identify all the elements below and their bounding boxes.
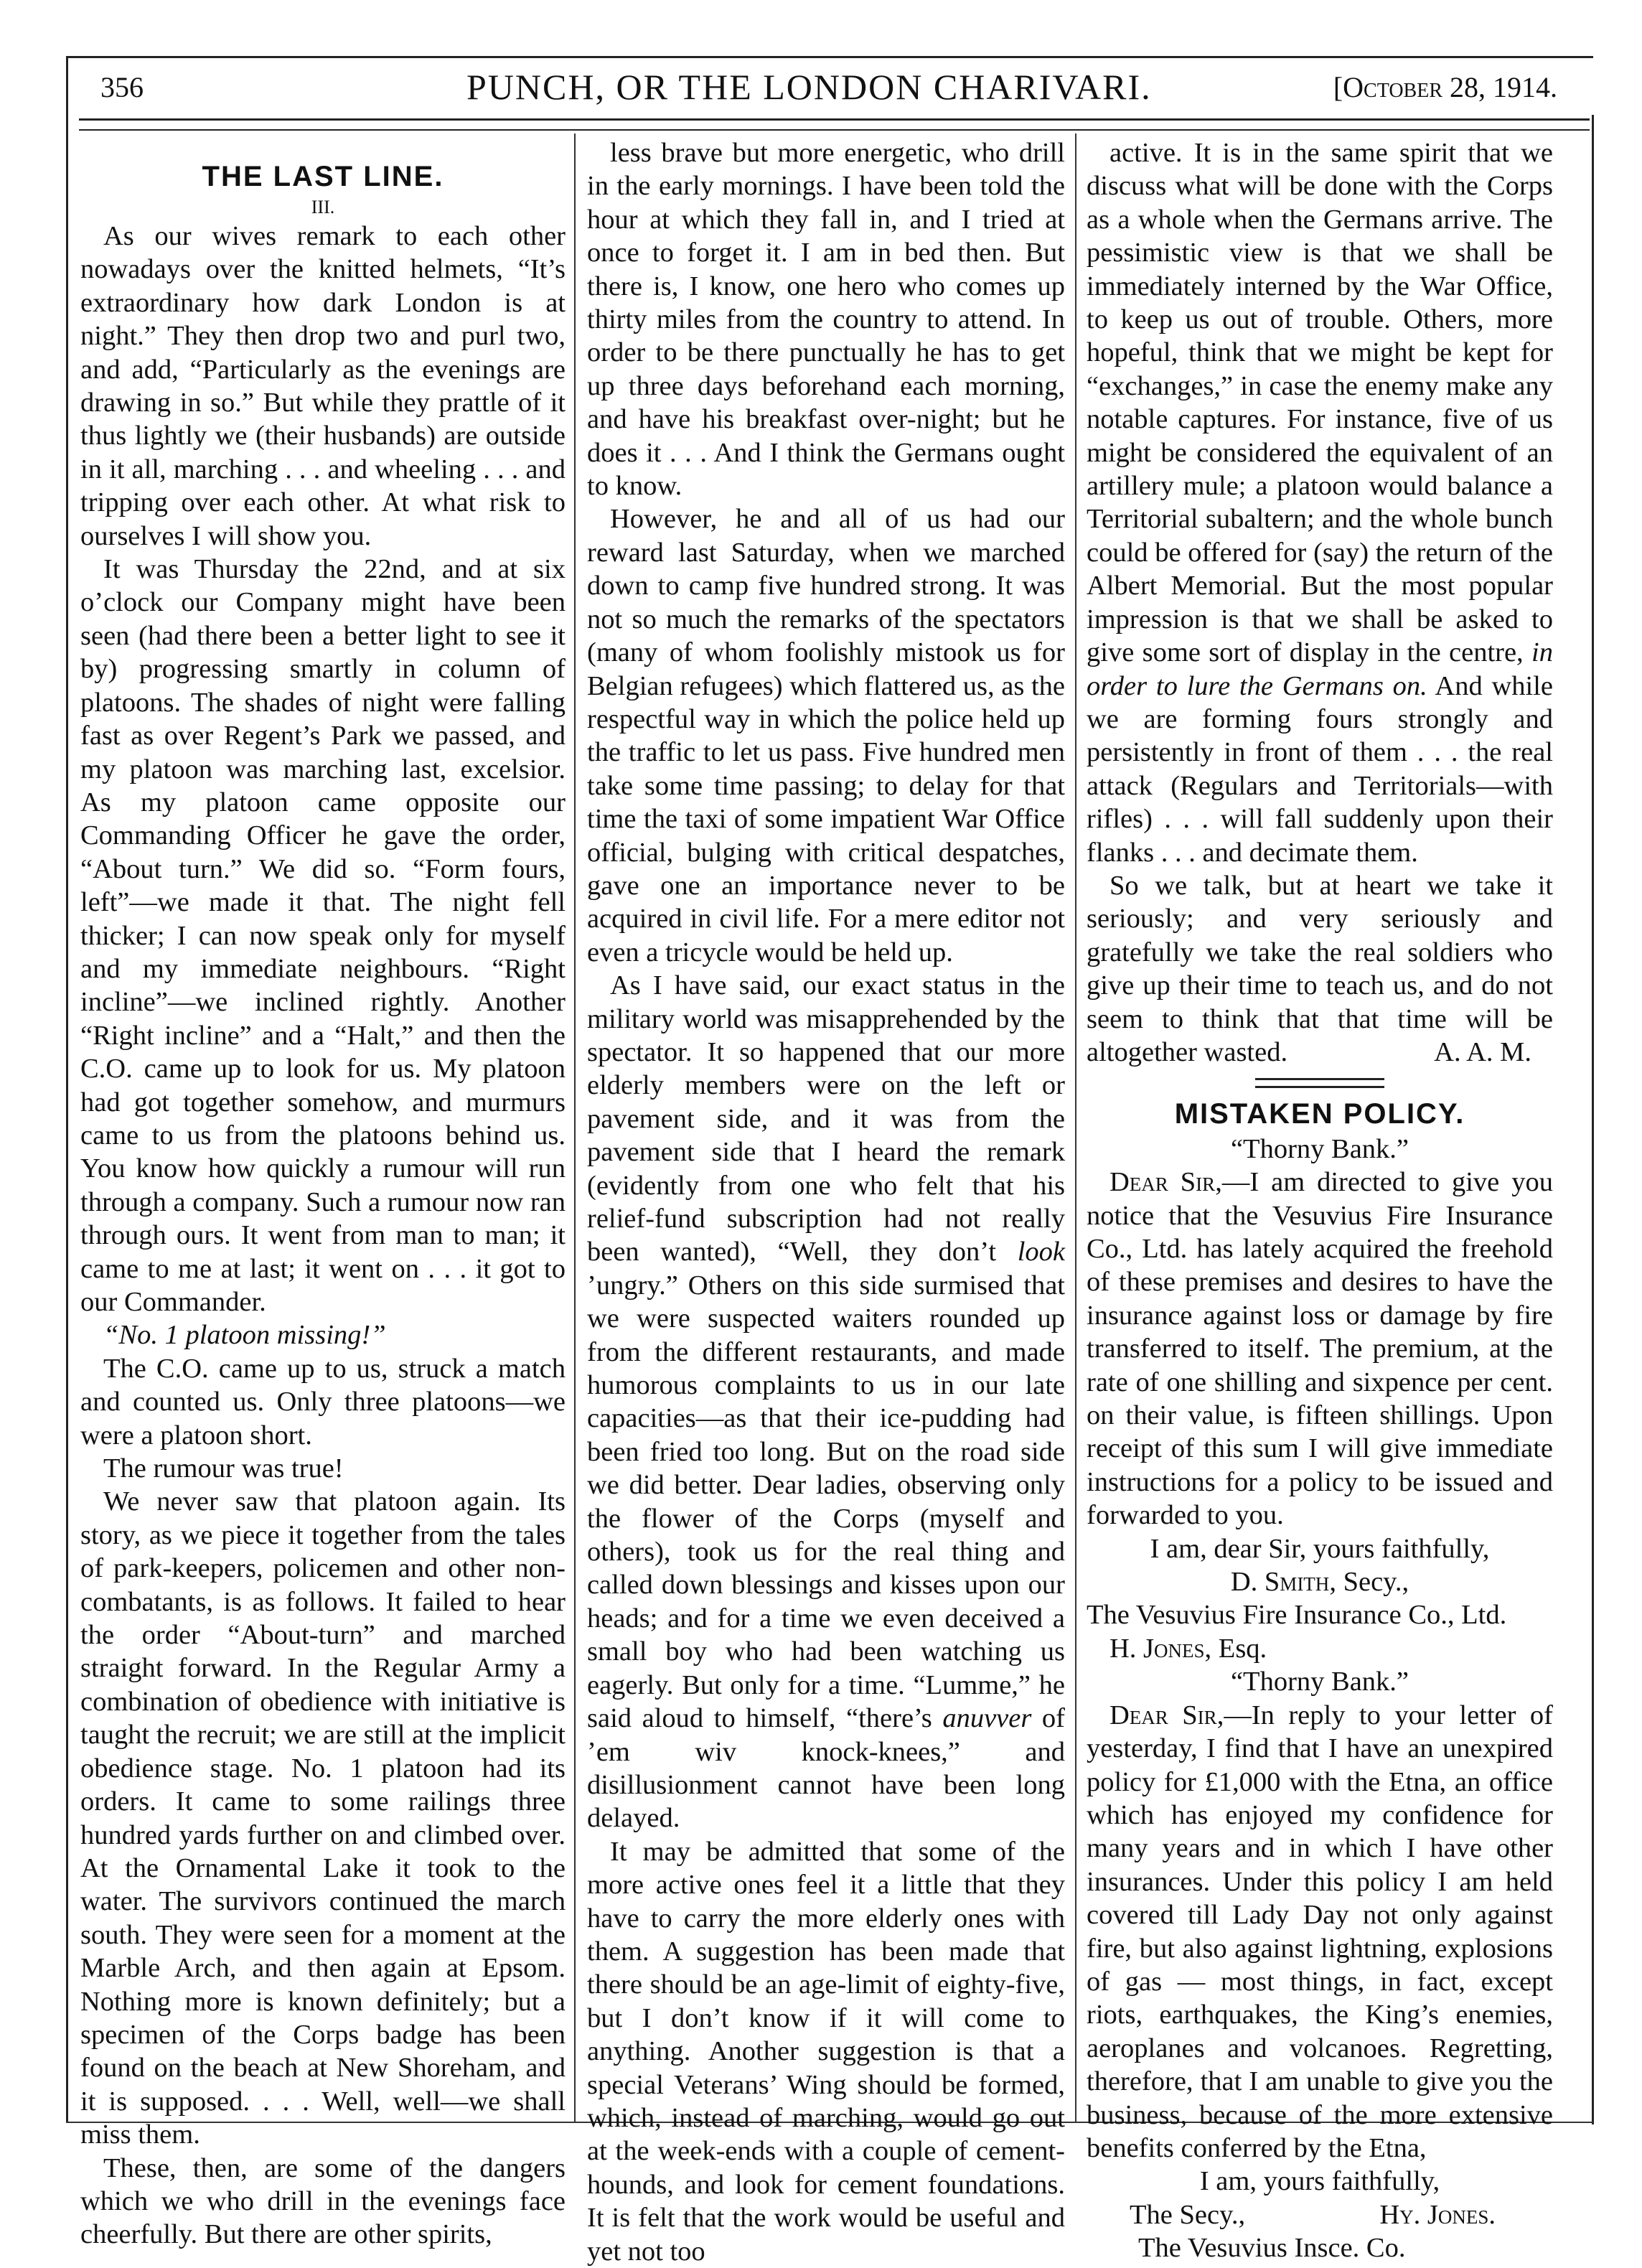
text-run: ,—I am directed to give you notice that the Vesuvius Fire Insurance Co., Ltd. has lately acquired the freehold of these premises and desires to have the insurance against loss or damage by fire transferred to itself. The premium, at the rate of one shilling and sixpence per cent. on their value, is fifteen shillings. Upon receipt of this sum I will give immediate instructions for a policy to be issued and forwarded to you. bbox=[1087, 1167, 1553, 1531]
text-run: However, he and all of us had our reward last Saturday, when we marched down to camp five hundred strong. It was not so much the remarks of the spectators (many of whom foolishly mistook us for Belgian refugees) which flattered us, as the respectful way in which the police held up the traffic to let us pass. Five hundred men take some time passing; to delay for that time the taxi of some impatient War Office official, bulging with critical despatches, gave one an importance never to be acquired in civil life. For a mere editor not even a tricycle would be held up. bbox=[587, 504, 1066, 967]
text-run: And while we are forming fours strongly and persistently in front of them . . . the real attack (Regulars and Territorials—with rifles) . . . will fall suddenly upon their flanks . . . and decimate them. bbox=[1087, 670, 1553, 868]
paragraph bbox=[80, 1352, 566, 1452]
text-run: ,—In reply to your letter of yesterday, I find that I have an unexpired policy for £1,000 with the Etna, an office which has enjoyed my confidence for many years and in which I have other insurances. Under this policy I am held covered till Lady Day not only against fire, but also against lightning, explosions of gas — most things, in fact, except riots, earthquakes, the King’s enemies, aeroplanes and volcanoes. Regretting, therefore, that I am unable to give you the business, because of the more extensive benefits conferred by the Etna, bbox=[1087, 1700, 1553, 2163]
page-frame-top bbox=[66, 56, 1593, 58]
letter-recipient: The Secy., bbox=[1130, 2199, 1246, 2230]
article-body bbox=[1087, 136, 1553, 1069]
paragraph bbox=[587, 969, 1065, 1835]
article-body bbox=[587, 136, 1065, 2268]
article-signature: A. A. M. bbox=[1434, 1037, 1531, 1068]
text-run: It was Thursday the 22nd, and at six o’clock our Company might have been seen (had there been a better light to see it by) progressing smartly in column of platoons. The shades of night were falling fast as over Regent’s Park we passed, and my platoon was marching last, excelsior. As my platoon came opposite our Commanding Officer he gave the order, “About turn.” We did so. “Form fours, left”—we made it that. The night fell thicker; I can now speak only for myself and my immediate neighbours. “Right incline”—we inclined rightly. Another “Right incline” and a “Halt,” and then the C.O. came up to look for us. My platoon had got together somehow, and murmurs came to us from the platoons behind us. You know how quickly a rumour will run through a company. Such a rumour now ran through ours. It went from man to man; it came to me at last; it went on . . . it got to our Commander. bbox=[80, 554, 566, 1317]
text-run: . bbox=[1488, 2199, 1496, 2230]
paragraph bbox=[80, 1318, 566, 1351]
text-run: , Esq. bbox=[1204, 1633, 1267, 1664]
text-run: less brave but more energetic, who drill in the early mornings. I have been told the hour at which they fall in, and I tried at once to forget it. I am in bed then. But there is, I know, one hero who comes up thirty miles from the country to attend. In order to be there punctually he has to get up three days beforehand each morning, and have his breakfast over-night; but he does it . . . And I think the Germans ought to know. bbox=[587, 138, 1065, 502]
article-title: THE LAST LINE. bbox=[202, 161, 444, 192]
paragraph bbox=[80, 2152, 566, 2251]
text-run: The C.O. came up to us, struck a match and counted us. Only three platoons—we were a platoon short. bbox=[80, 1353, 566, 1451]
italic-text-run: anuvver bbox=[942, 1703, 1032, 1734]
page-frame-left bbox=[66, 56, 68, 2123]
column-2 bbox=[587, 136, 1065, 2268]
letter-company: The Vesuvius Insce. Co. bbox=[1138, 2233, 1406, 2264]
letter-closing: I am, dear Sir, yours faithfully, bbox=[1150, 1533, 1490, 1564]
page-header bbox=[79, 66, 1586, 109]
text-run: These, then, are some of the dangers which we who drill in the evenings face cheerfully. But there are other spirits, bbox=[80, 2152, 566, 2250]
letter-signer bbox=[1379, 2198, 1496, 2231]
column-divider bbox=[574, 133, 576, 2122]
column-divider bbox=[1075, 133, 1076, 2122]
text-run: It may be admitted that some of the more active ones feel it a little that they have to carry the more elderly ones with them. A suggestion has been made that there should be an age-limit of eighty-five, but I don’t know if it will come to anything. Another suggestion is that a special Veterans’ Wing should be formed, which, instead of marching, would go out at the week-ends with a couple of cement-hounds, and look for cement foundations. It is felt that the work would be useful and yet not too bbox=[587, 1836, 1065, 2267]
small-caps-text-run: Hy. Jones bbox=[1379, 2199, 1489, 2230]
section-divider bbox=[1255, 1078, 1384, 1088]
paragraph bbox=[587, 136, 1065, 502]
paragraph bbox=[587, 502, 1065, 969]
article-title: MISTAKEN POLICY. bbox=[1174, 1097, 1465, 1130]
small-caps-text-run: Dear Sir bbox=[1109, 1700, 1217, 1730]
text-run: ’ungry.” Others on this side surmised that we were suspected waiters rounded up from the different restaurants, and made humorous complaints to us in our late capacities—as that their ice-pudding had been fried too long. But on the road side we did better. Dear ladies, observing only the flower of the Corps (myself and others), took us for the real thing and called down blessings and kisses upon our heads; and for a time we even deceived a small boy who had been watching us eagerly. But only for a time. “Lumme,” he said aloud to himself, “there’s bbox=[587, 1270, 1065, 1734]
letter-signature-line bbox=[1087, 2198, 1553, 2231]
text-run: We never saw that platoon again. Its story, as we piece it together from the tales of park-keepers, policemen and other non-combatants, is as follows. It failed to hear the order “About-turn” and marched straight forward. In the Regular Army a combination of obedience with initiative is taught the recruit; we are still at the implicit obedience stage. No. 1 platoon had its orders. It came to some railings three hundred yards further on and climbed over. At the Ornamental Lake it took to the water. The survivors continued the march south. They were seen for a moment at the Marble Arch, and then again at Epsom. Nothing more is known definitely; but a specimen of the Corps badge has been found on the beach at New Shoreham, and it is supposed. . . . Well, well—we shall miss them. bbox=[80, 1486, 566, 2150]
letter-company: The Vesuvius Fire Insurance Co., Ltd. bbox=[1087, 1600, 1507, 1631]
paragraph bbox=[80, 220, 566, 553]
text-run: , Secy., bbox=[1329, 1567, 1409, 1598]
text-run: The rumour was true! bbox=[103, 1453, 344, 1484]
text-run: of ’em wiv knock-knees,” and disillusionment cannot have been long delayed. bbox=[587, 1703, 1065, 1834]
paragraph bbox=[80, 1485, 566, 2151]
paragraph bbox=[80, 553, 566, 1318]
text-run: active. It is in the same spirit that we discuss what will be done with the Corps as a whole when the Germans arrive. The pessimistic view is that we shall be immediately interned by the War Office, to keep us out of trouble. Others, more hopeful, think that we might be kept for “exchanges,” in case the enemy make any notable captures. For instance, five of us might be considered the equivalent of an artillery mule; a platoon would balance a Territorial subaltern; and the whole bunch could be offered for (say) the return of the Albert Memorial. But the most popular impression is that we shall be asked to give some sort of display in the centre, bbox=[1087, 138, 1553, 668]
text-run: So we talk, but at heart we take it seriously; and very seriously and gratefully we take the real soldiers who give up their time to teach us, and do not seem to think that that time will be altogether wasted. bbox=[1087, 870, 1553, 1067]
small-caps-text-run: D. Smith bbox=[1230, 1567, 1330, 1598]
page-number: 356 bbox=[100, 71, 144, 103]
letter-recipient bbox=[1087, 1632, 1553, 1665]
paragraph bbox=[1087, 136, 1553, 869]
column-3 bbox=[1087, 136, 1553, 2265]
italic-text-run: in order to lure the Germans on. bbox=[1087, 637, 1553, 701]
article-body bbox=[80, 220, 566, 2251]
letter-body bbox=[1087, 1699, 1553, 2165]
paragraph bbox=[587, 1835, 1065, 2268]
small-caps-text-run: Dear Sir bbox=[1109, 1167, 1216, 1198]
letter-address: “Thorny Bank.” bbox=[1230, 1133, 1409, 1164]
paragraph bbox=[80, 1452, 566, 1485]
italic-text-run: look bbox=[1017, 1237, 1065, 1267]
article-part: III. bbox=[311, 197, 335, 217]
masthead: PUNCH, OR THE LONDON CHARIVARI. bbox=[466, 67, 1152, 107]
header-rule bbox=[79, 129, 1590, 131]
letter-body bbox=[1087, 1166, 1553, 1532]
letter-address: “Thorny Bank.” bbox=[1230, 1667, 1409, 1697]
column-1 bbox=[80, 136, 566, 2251]
text-run: As I have said, our exact status in the military world was misapprehended by the spectator. It so happened that our more elderly members were on the left or pavement side, and it was from the pavement side that I heard the remark (evidently from one who felt that his relief-fund subscription had not really been wanted), “Well, they don’t bbox=[587, 970, 1065, 1267]
letter-closing: I am, yours faithfully, bbox=[1199, 2166, 1440, 2197]
issue-date: [October 28, 1914. bbox=[1333, 71, 1557, 103]
header-rule bbox=[79, 118, 1590, 121]
small-caps-text-run: H. Jones bbox=[1109, 1633, 1205, 1664]
text-run: As our wives remark to each other nowadays over the knitted helmets, “It’s extraordinary how dark London is at night.” They then drop two and purl two, and add, “Particularly as the evenings are drawing in so.” But while they prattle of it thus lightly we (their husbands) are outside in it all, marching . . . and wheeling . . . and tripping over each other. At what risk to ourselves I will show you. bbox=[80, 221, 566, 551]
letter-signer bbox=[1087, 1565, 1553, 1598]
page-frame-right bbox=[1592, 115, 1594, 2124]
italic-text-run: “No. 1 platoon missing!” bbox=[103, 1320, 386, 1351]
